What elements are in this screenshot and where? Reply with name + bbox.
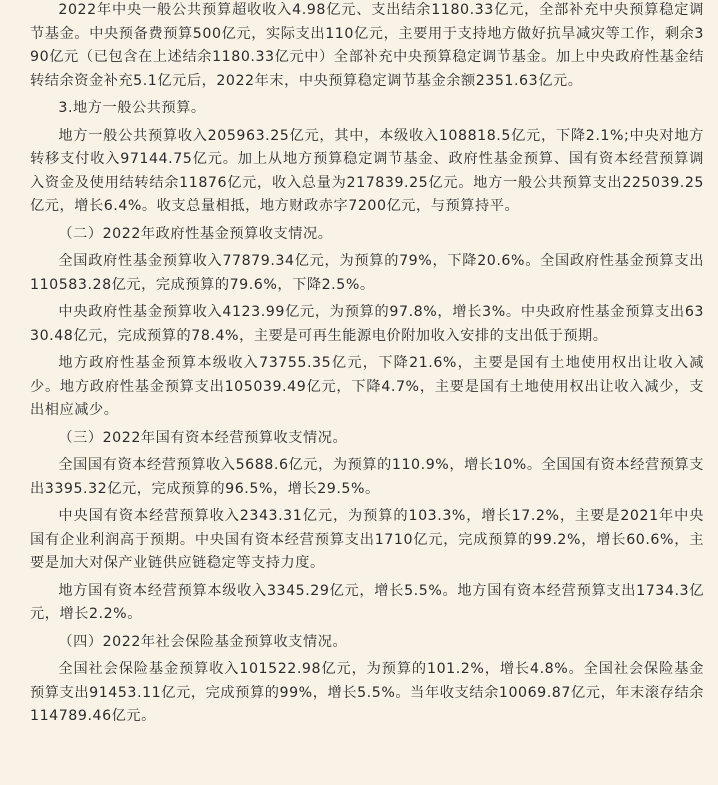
- paragraph-local-general-budget: 地方一般公共预算收入205963.25亿元，其中，本级收入108818.5亿元，下降2.1%;中央对地方转移支付收入97144.75亿元。加上从地方预算稳定调节基金、政府性基金预算、国有资本经营预算调入资金及使用结转结余11876亿元，收入总量为217839.25亿元。地方一般公共预算支出225039.25亿元，增长6.4%。收支总量相抵，地方财政赤字7200亿元，与预算持平。: [30, 127, 704, 214]
- paragraph-central-budget-stabilization: 2022年中央一般公共预算超收收入4.98亿元、支出结余1180.33亿元，全部补充中央预算稳定调节基金。中央预备费预算500亿元，实际支出110亿元，主要用于支持地方做好抗旱减灾等工作，剩余390亿元（已包含在上述结余1180.33亿元中）全部补充中央预算稳定调节基金。加上中央政府性基金结转结余资金补充5.1亿元后，2022年末，中央预算稳定调节基金余额2351.63亿元。: [30, 2, 704, 89]
- heading-state-capital-budget: （三）2022年国有资本经营预算收支情况。: [58, 429, 348, 446]
- paragraph-social-insurance-fund: 全国社会保险基金预算收入101522.98亿元，为预算的101.2%，增长4.8%。全国社会保险基金预算支出91453.11亿元，完成预算的99%，增长5.5%。当年收支结余10069.87亿元，年末滚存结余114789.46亿元。: [30, 661, 704, 724]
- paragraph-local-government-fund: 地方政府性基金预算本级收入73755.35亿元，下降21.6%，主要是国有土地使用权出让收入减少。地方政府性基金预算支出105039.49亿元，下降4.7%，主要是国有土地使用权出让收入减少，支出相应减少。: [30, 355, 704, 418]
- heading-social-insurance-budget: （四）2022年社会保险基金预算收支情况。: [58, 633, 348, 650]
- paragraph-national-government-fund: 全国政府性基金预算收入77879.34亿元，为预算的79%，下降20.6%。全国政府性基金预算支出110583.28亿元，完成预算的79.6%，下降2.5%。: [30, 253, 704, 293]
- paragraph-local-state-capital: 地方国有资本经营预算本级收入3345.29亿元，增长5.5%。地方国有资本经营预算支出1734.3亿元，增长2.2%。: [30, 582, 704, 622]
- heading-government-fund-budget: （二）2022年政府性基金预算收支情况。: [58, 225, 333, 242]
- paragraph-central-government-fund: 中央政府性基金预算收入4123.99亿元，为预算的97.8%，增长3%。中央政府性基金预算支出6330.48亿元，完成预算的78.4%，主要是可再生能源电价附加收入安排的支出低于预期。: [30, 304, 704, 344]
- paragraph-national-state-capital: 全国国有资本经营预算收入5688.6亿元，为预算的110.9%，增长10%。全国国有资本经营预算支出3395.32亿元，完成预算的96.5%，增长29.5%。: [30, 457, 704, 497]
- paragraph-central-state-capital: 中央国有资本经营预算收入2343.31亿元，为预算的103.3%，增长17.2%，主要是2021年中央国有企业利润高于预期。中央国有资本经营预算支出1710亿元，完成预算的99.2%，增长60.6%，主要是加大对保产业链供应链稳定等支持力度。: [30, 508, 704, 571]
- heading-local-general-budget: 3.地方一般公共预算。: [58, 100, 206, 116]
